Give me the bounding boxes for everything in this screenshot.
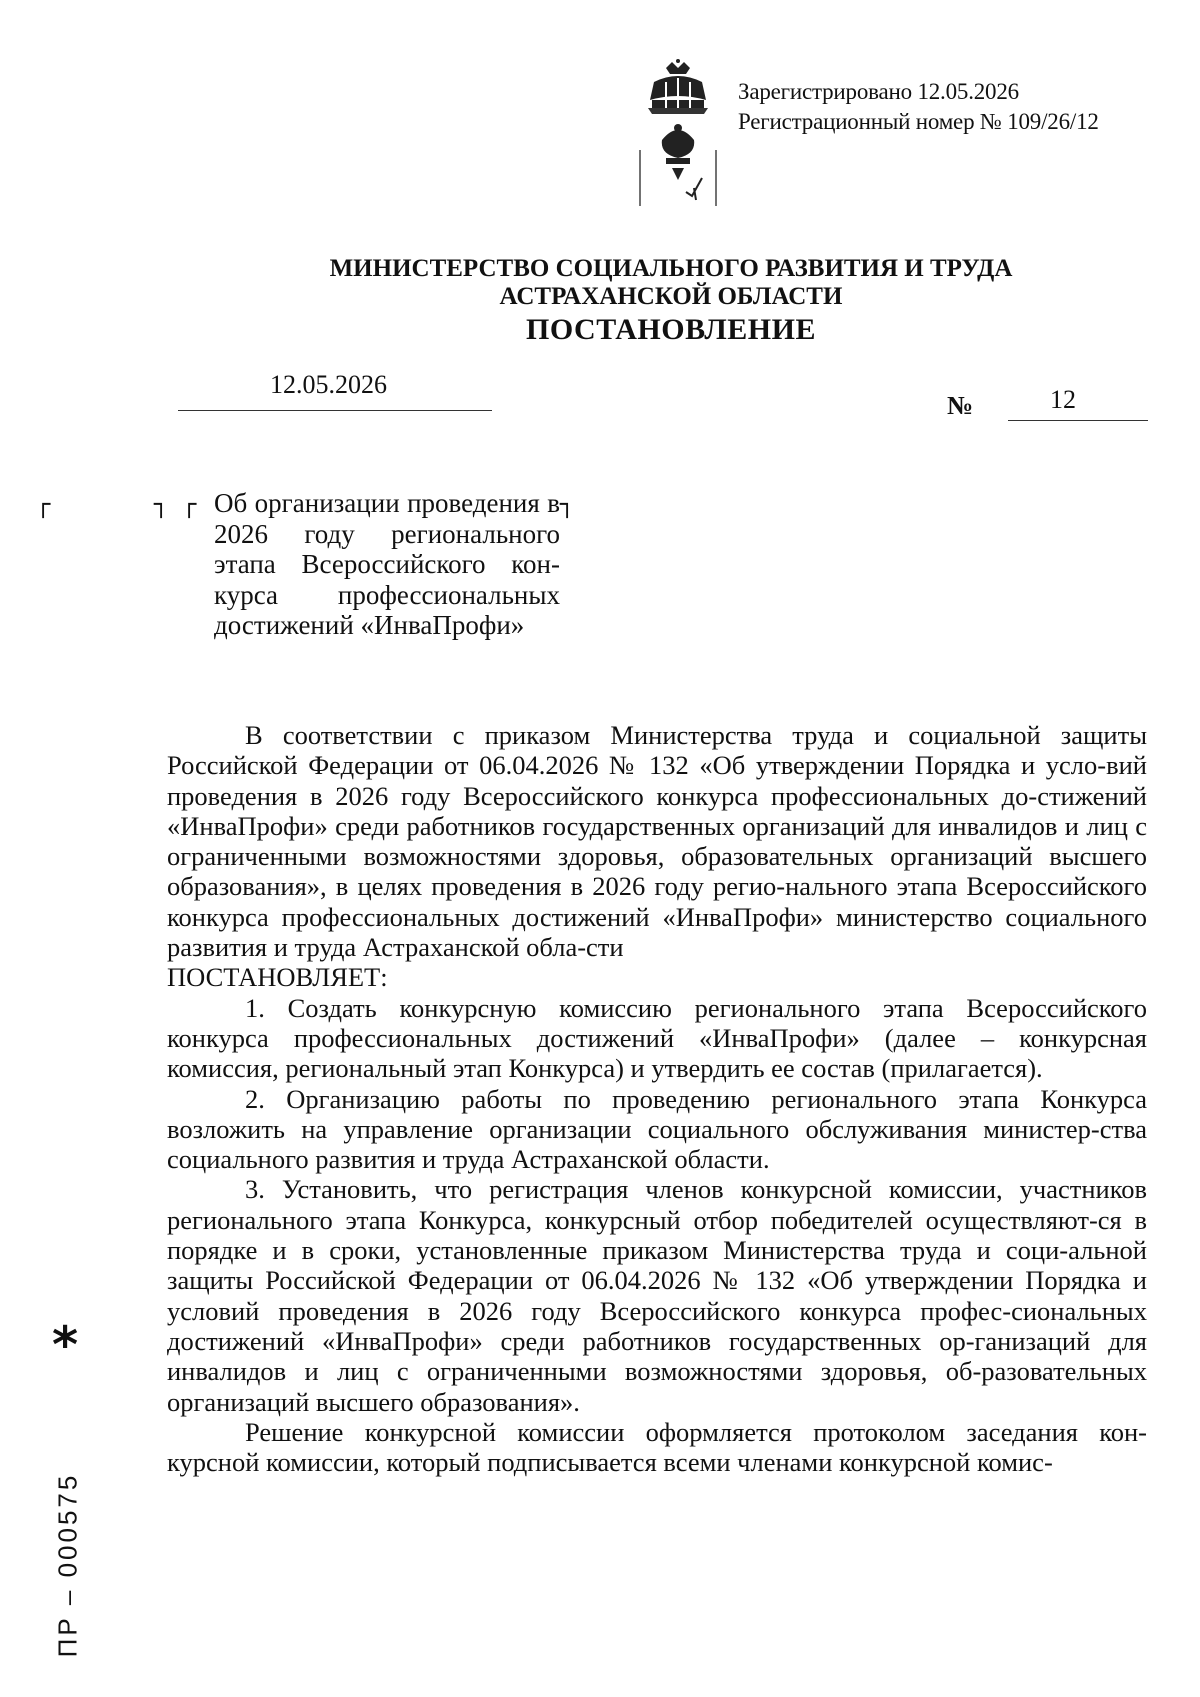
number-underline [1008,420,1148,421]
item-3-paragraph: 3. Установить, что регистрация членов конкурсной комиссии, участников регионального этапа Конкурса, конкурсный отбор победителей осуществляют-ся в порядке и в сроки, установленные приказом Министерства труда и соци-альной защиты Российской Федерации от 06.04.2026 № 132 «Об утверждении Порядка и условий проведения в 2026 году Всероссийского конкурса профес-сиональных достижений «ИнваПрофи» среди работников государственных ор-ганизаций для инвалидов и лиц с ограниченными возможностями здоровья, об-разовательных организаций высшего образования». [167,1174,1147,1417]
registration-number: Регистрационный номер № 109/26/12 [738,109,1099,134]
item-1-paragraph: 1. Создать конкурсную комиссию регионального этапа Всероссийского конкурса профессиональных достижений «ИнваПрофи» (далее – конкурсная комиссия, региональный этап Конкурса) и утвердить ее состав (прилагается). [167,992,1147,1084]
coat-of-arms-icon [636,58,720,208]
document-date: 12.05.2026 [270,370,387,399]
bracket-corner-icon: ┌ [182,490,197,518]
decree-word: ПОСТАНОВЛЯЕТ: [167,962,388,993]
bracket-corner-icon: ┐ [154,490,169,518]
number-sign: № [947,391,974,420]
document-subject: Об организации проведения в 2026 году регионального этапа Всероссийского кон-курса профессиональных достижений «ИнваПрофи» [214,488,560,640]
item-3-continued-paragraph: Решение конкурсной комиссии оформляется протоколом заседания кон-курсной комиссии, который подписывается всеми членами конкурсной комис- [167,1416,1147,1478]
form-code-text: ПР – 000575 [52,1472,83,1658]
date-underline [178,410,492,411]
document-number: 12 [1050,385,1076,414]
bracket-corner-icon: ┌ [36,490,51,518]
bracket-corner-icon: ┐ [560,490,575,518]
document-body [167,720,1147,1477]
preamble-paragraph: В соответствии с приказом Министерства труда и социальной защиты Российской Федерации от 06.04.2026 № 132 «Об утверждении Порядка и усло-вий проведения в 2026 году Всероссийского конкурса профессиональных до-стижений «ИнваПрофи» среди работников государственных организаций для инвалидов и лиц с ограниченными возможностями здоровья, образовательных организаций высшего образования», в целях проведения в 2026 году регио-нального этапа Всероссийского конкурса профессиональных достижений «ИнваПрофи» министерство социального развития и труда Астраханской обла-сти [167,720,1147,963]
document-type-title: ПОСТАНОВЛЕНИЕ [526,313,816,346]
item-2-paragraph: 2. Организацию работы по проведению регионального этапа Конкурса возложить на управление организации социального обслуживания министер-ства социального развития и труда Астраханской области. [167,1083,1147,1175]
ministry-name-line2: АСТРАХАНСКОЙ ОБЛАСТИ [499,283,843,310]
registration-date: Зарегистрировано 12.05.2026 [738,79,1019,104]
asterisk-mark: * [52,1316,79,1374]
side-form-code [48,1435,88,1695]
ministry-name-line1: МИНИСТЕРСТВО СОЦИАЛЬНОГО РАЗВИТИЯ И ТРУДА [329,255,1013,282]
